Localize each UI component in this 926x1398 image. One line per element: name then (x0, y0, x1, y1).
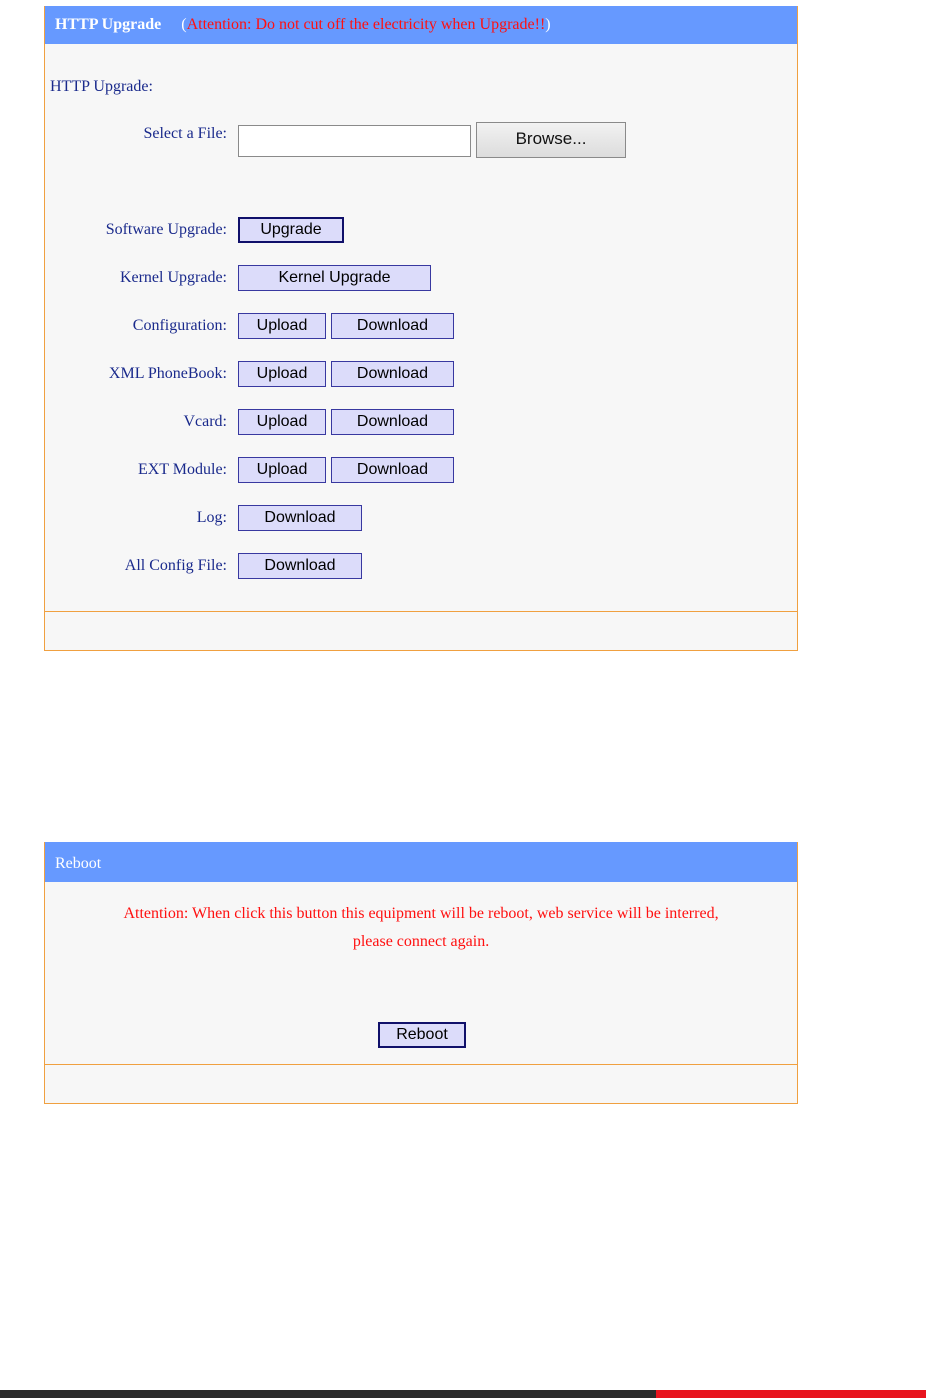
software-upgrade-label: Software Upgrade: (105, 221, 227, 238)
all-config-download-button[interactable]: Download (238, 553, 362, 579)
reboot-attention-message (45, 900, 797, 956)
attention-close-paren: ) (545, 16, 551, 33)
kernel-upgrade-button[interactable]: Kernel Upgrade (238, 265, 431, 291)
reboot-footer (45, 1064, 797, 1103)
http-upgrade-footer (45, 611, 797, 650)
log-label: Log: (196, 509, 227, 526)
reboot-button[interactable]: Reboot (378, 1022, 466, 1048)
kernel-upgrade-label: Kernel Upgrade: (119, 269, 227, 286)
vcard-upload-button[interactable]: Upload (238, 409, 326, 435)
all-config-file-label: All Config File: (124, 557, 227, 574)
bottom-bar (0, 1390, 926, 1398)
browse-button[interactable]: Browse... (476, 122, 626, 158)
reboot-message-line1: Attention: When click this button this equipment will be reboot, web service will be interred, (123, 905, 719, 922)
vcard-download-button[interactable]: Download (331, 409, 454, 435)
http-upgrade-section-label: HTTP Upgrade: (50, 78, 153, 95)
reboot-title: Reboot (55, 855, 102, 872)
ext-module-download-button[interactable]: Download (331, 457, 454, 483)
reboot-header (45, 842, 797, 882)
configuration-upload-button[interactable]: Upload (238, 313, 326, 339)
reboot-message-line2: please connect again. (352, 933, 490, 950)
xml-phonebook-label: XML PhoneBook: (108, 365, 227, 382)
xml-phonebook-upload-button[interactable]: Upload (238, 361, 326, 387)
vcard-label: Vcard: (183, 413, 227, 430)
bottom-bar-accent (656, 1390, 926, 1398)
attention-open-paren: ( (181, 16, 187, 33)
select-file-label: Select a File: (143, 125, 227, 142)
http-upgrade-panel (44, 6, 798, 651)
xml-phonebook-download-button[interactable]: Download (331, 361, 454, 387)
reboot-panel (44, 842, 798, 1104)
file-path-input[interactable] (238, 125, 471, 157)
upgrade-attention-text: Attention: Do not cut off the electricity when Upgrade!! (186, 16, 546, 33)
ext-module-label: EXT Module: (137, 461, 227, 478)
software-upgrade-button[interactable]: Upgrade (238, 217, 344, 243)
configuration-download-button[interactable]: Download (331, 313, 454, 339)
configuration-label: Configuration: (132, 317, 227, 334)
http-upgrade-title: HTTP Upgrade (55, 16, 162, 33)
ext-module-upload-button[interactable]: Upload (238, 457, 326, 483)
log-download-button[interactable]: Download (238, 505, 362, 531)
http-upgrade-header (45, 6, 797, 44)
